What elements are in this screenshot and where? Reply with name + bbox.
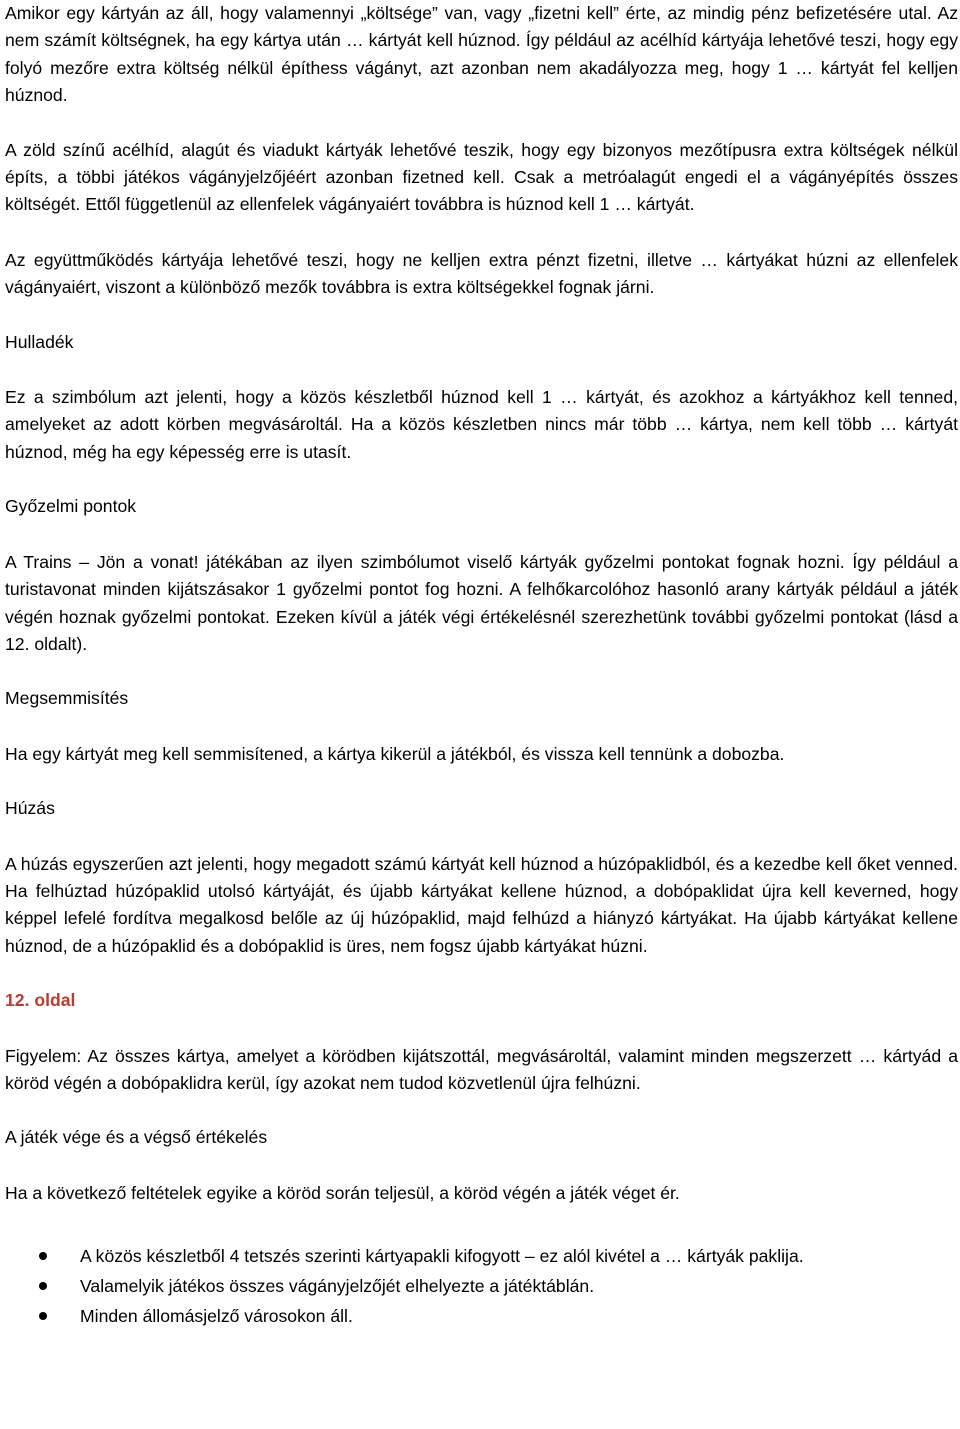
document-page	[5, 0, 958, 1331]
paragraph-game-end-conditions: Ha a következő feltételek egyike a köröd során teljesül, a köröd végén a játék véget ér.	[5, 1182, 680, 1203]
bullet-icon	[39, 1282, 47, 1290]
paragraph-drawing: A húzás egyszerűen azt jelenti, hogy megadott számú kártyát kell húznod a húzópaklidból, és a kezedbe kell őket venned. Ha felhúztad húzópaklid utolsó kártyáját, és újabb kártyákat kellene húznod, a dobópaklidat újra kell keverned, hogy képpel lefelé fordítva megalkosd belőle az új húzópaklid, majd felhúzd a hiányzó kártyákat. Ha újabb kártyákat kellene húznod, de a húzópaklid és a dobópaklid is üres, nem fogsz újabb kártyákat húzni.	[5, 853, 958, 956]
bullet-icon	[39, 1312, 47, 1320]
bullet-icon	[39, 1252, 47, 1260]
heading-victory-points: Győzelmi pontok	[5, 496, 137, 517]
list-item	[5, 1241, 958, 1271]
list-item	[5, 1301, 958, 1331]
heading-game-end: A játék vége és a végső értékelés	[5, 1127, 268, 1148]
paragraph-destruction: Ha egy kártyát meg kell semmisítened, a kártya kikerül a játékból, és vissza kell tennünk a dobozba.	[5, 743, 785, 764]
paragraph-green-cards: A zöld színű acélhíd, alagút és viadukt kártyák lehetővé teszik, hogy egy bizonyos mezőtípusra extra költségek nélkül építs, a többi játékos vágányjelzőjéért azonban fizetned kell. Csak a metróalagút engedi el a vágányépítés összes költségét. Ettől függetlenül az ellenfelek vágányaiért továbbra is húznod kell 1 … kártyát.	[5, 139, 958, 215]
list-item-text: Minden állomásjelző városokon áll.	[80, 1306, 353, 1327]
paragraph-victory-points: A Trains – Jön a vonat! játékában az ilyen szimbólumot viselő kártyák győzelmi pontokat fognak hozni. Így például a turistavonat minden kijátszásakor 1 győzelmi pontot fog hozni. A felhőkarcolóhoz hasonló arany kártyák például a játék végén hoznak győzelmi pontokat. Ezeken kívül a játék végi értékelésnél szerezhetünk további győzelmi pontokat (lásd a 12. oldalt).	[5, 551, 958, 654]
paragraph-attention: Figyelem: Az összes kártya, amelyet a körödben kijátszottál, megvásároltál, valamint minden megszerzett … kártyád a köröd végén a dobópaklidra kerül, így azokat nem tudod közvetlenül újra felhúzni.	[5, 1045, 958, 1093]
heading-destruction: Megsemmisítés	[5, 688, 129, 709]
end-conditions-list	[5, 1241, 958, 1331]
paragraph-cost-rules: Amikor egy kártyán az áll, hogy valamennyi „költsége” van, vagy „fizetni kell” érte, az mindig pénz befizetésére utal. Az nem számít költségnek, ha egy kártya után … kártyát kell húznod. Így például az acélhíd kártyája lehetővé teszi, hogy egy folyó mezőre extra költség nélkül építhess vágányt, azt azonban nem akadályozza meg, hogy 1 … kártyát fel kelljen húznod.	[5, 3, 958, 106]
heading-hulladek: Hulladék	[5, 331, 74, 352]
heading-drawing: Húzás	[5, 798, 55, 819]
list-item-text: A közös készletből 4 tetszés szerinti kártyapakli kifogyott – ez alól kivétel a … kártyák paklija.	[80, 1246, 804, 1267]
page-number-label: 12. oldal	[5, 990, 76, 1011]
list-item	[5, 1271, 958, 1301]
paragraph-cooperation: Az együttműködés kártyája lehetővé teszi, hogy ne kelljen extra pénzt fizetni, illetve … kártyákat húzni az ellenfelek vágányaiért, viszont a különböző mezők továbbra is extra költségekkel fognak járni.	[5, 249, 958, 298]
list-item-text: Valamelyik játékos összes vágányjelzőjét elhelyezte a játéktáblán.	[80, 1276, 595, 1297]
paragraph-waste: Ez a szimbólum azt jelenti, hogy a közös készletből húznod kell 1 … kártyát, és azokhoz a kártyákhoz kell tenned, amelyeket az adott körben megvásároltál. Ha a közös készletben nincs már több … kártya, nem kell több … kártyát húznod, még ha egy képesség erre is utasít.	[5, 387, 958, 462]
